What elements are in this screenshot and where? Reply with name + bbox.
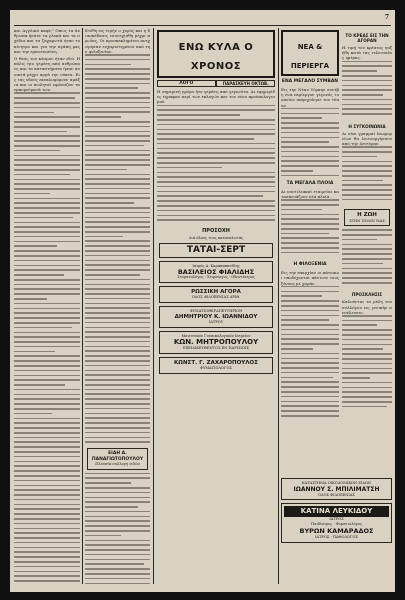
article-2-text: Αι ναυτιλιακαί εταιρείαι κατασκευάζουν νέα πλοία. bbox=[281, 188, 339, 200]
column-2 bbox=[85, 28, 150, 584]
text-lines bbox=[281, 286, 339, 426]
lekidou-sub: Παιδίατρος - Φυματιολόγος bbox=[311, 521, 362, 526]
zacharopoulos-name: ΚΩΝΣΤ. Γ. ΖΑΧΑΡΟΠΟΥΛΟΣ bbox=[174, 359, 258, 366]
col5-article-1-text: Η τιμή του κρέατος ηυξήθη κατά τας τελευταίας ημέρας. bbox=[342, 45, 392, 61]
serial-title-banner bbox=[157, 30, 275, 78]
column-rule bbox=[153, 28, 154, 584]
text-lines bbox=[342, 61, 392, 121]
column-2-body: Ετέθη εις τιμήν ο χορός και η διασκέδασις εσυνεχίσθη μέχρι πρωΐας. Οι προσκεκλημένοι ανεχώρησαν ευχαριστημένοι από την φιλοξενίαν. bbox=[85, 28, 150, 54]
text-lines bbox=[281, 199, 339, 259]
lekidou-ad bbox=[281, 503, 392, 543]
bilimatsi-ad bbox=[281, 478, 392, 500]
page-number: 7 bbox=[384, 14, 389, 21]
ioannidou-role: ΙΑΤΡΟΥ bbox=[208, 320, 224, 325]
ioannidou-ad bbox=[159, 306, 273, 328]
article-1-heading: ΕΝΑ ΜΕΓΑΛΟ ΣΥΜΒΑΝ bbox=[281, 79, 339, 84]
kamaradou-role: ΙΑΤΡΟΣ - ΠΑΘΟΛΟΓΟΣ bbox=[315, 535, 358, 540]
bottom-ads bbox=[281, 478, 392, 546]
text-lines bbox=[85, 473, 150, 584]
text-lines bbox=[342, 146, 392, 206]
zacharopoulos-role: ΦΥΜΑΤΙΟΛΟΓΟΣ bbox=[200, 366, 232, 371]
section-title: ΝΕΑ & ΠΕΡΙΕΡΓΑ bbox=[290, 43, 330, 70]
article-3-heading: Η ΦΙΛΟΞΕΝΙΑ bbox=[293, 262, 327, 268]
mitropoulou-name: ΚΩΝ. ΜΗΤΡΟΠΟΥΛΟΥ bbox=[173, 338, 259, 347]
ioannidou-top: ΦΥΜΑΤΙΟΘΕΡΑΠΕΥΤΗΡΙΟΝ bbox=[189, 308, 243, 313]
shop-ad-text: Πλουσία συλλογή ειδών bbox=[95, 462, 140, 467]
section-title-banner bbox=[281, 30, 339, 76]
left-column-body: Ο Θεός του κόσμου ήταν εδώ. Η πόλις ήτο γεμάτη από ανθρώπους και τα καταστήματα ήσαν ανοικτά μέχρι αργά την νύκτα. Εις τας οδούς εκυκλοφόρουν αμάξια και οι πωληταί εφώναζαν τα εμπορεύματά των. bbox=[14, 56, 80, 93]
serial-sub-left: ΛΟΓΟ bbox=[157, 80, 216, 87]
notice-heading: ΠΡΟΣΟΧΗ bbox=[202, 227, 230, 234]
agora-title: ΡΩΣΣΙΚΗ ΑΓΟΡΑ bbox=[191, 288, 241, 295]
agora-ad bbox=[159, 286, 273, 303]
serial-subheader bbox=[157, 80, 275, 87]
serial-sub-right: ΠΑΡΑΣΚΕΥΗ ΟΚΤΩΒ. bbox=[216, 80, 275, 87]
lekidou-role: ΙΑΤΡΟΣ bbox=[329, 517, 344, 522]
text-lines bbox=[14, 92, 80, 584]
column-3-body: Η σημερινή ημέρα ήτο γεμάτη από γεγονότα. Αι εφημερίδες έγραφαν περί των εκλογών και του νέου προϋπολογισμού. bbox=[157, 89, 275, 105]
left-column-intro: και Αγγλικό καφέ;" Οπως τα άνθρωπα ήσανε τα γλυκά και τα σχέδια και τα ζαχαρωτά ήταν το κίνητρο και για την αγάπη μας και την εμπιστοσύνη. bbox=[14, 28, 80, 54]
article-3-text: Εις την επαρχίαν οι κάτοικοι υποδέχονται πάντοτε τους ξένους με χαράν. bbox=[281, 270, 339, 286]
fialidis-sub: Στοματολόγος - Χειρούργος - Οδοντίατρος bbox=[177, 275, 255, 280]
lekidou-name: ΚΑΤΙΝΑ ΛΕΥΚΙΔΟΥ bbox=[284, 506, 389, 517]
col5-article-3-heading: ΠΡΟΣΚΛΗΣΙΣ bbox=[351, 292, 383, 298]
notice-text: Διά όλους τους καταναλωτάς bbox=[188, 235, 244, 240]
page-top-rule bbox=[14, 25, 391, 26]
col5-article-2-heading: Η ΣΥΓΚΟΙΝΩΝΙΑ bbox=[348, 123, 386, 129]
text-lines bbox=[342, 229, 392, 289]
col5-article-3-text: Καλούνται τα μέλη του συλλόγου εις γενικήν συνέλευσιν. bbox=[342, 299, 392, 315]
text-lines bbox=[281, 108, 339, 178]
bilimatsi-name: ΙΩΑΝΝΟΥ Σ. ΜΠΙΛΙΜΑΤΣΗ bbox=[293, 485, 380, 493]
newspaper-page bbox=[10, 10, 395, 592]
agora-sub: ΟΔΟΣ ΦΙΛΟΞΕΝΙΑΣ ΑΡΙΘ. bbox=[191, 295, 241, 300]
zoi-title: Η ΖΩΗ bbox=[357, 212, 377, 219]
tattersall-ad bbox=[159, 243, 273, 258]
text-lines bbox=[85, 54, 150, 444]
article-2-heading: ΤΑ ΜΕΓΑΛΑ ΠΛΟΙΑ bbox=[286, 180, 334, 186]
mitropoulou-ad bbox=[159, 331, 273, 354]
text-lines bbox=[157, 105, 275, 225]
zoi-sub: ΣΤΗΝ ΠΟΛΙΝ ΜΑΣ bbox=[349, 218, 385, 223]
mitropoulou-sub: ΕΞΕΙΔΙΚΕΥΘΕΝΤΟΣ ΕΝ ΠΑΡΙΣΙΟΙΣ bbox=[183, 346, 249, 351]
ioannidou-name: ΔΗΜΗΤΡΙΟΥ Κ. ΙΩΑΝΝΙΔΟΥ bbox=[174, 313, 258, 320]
fialidis-name: ΒΑΣΙΛΕΙΟΣ ΦΙΑΛΙΔΗΣ bbox=[177, 267, 255, 276]
left-column bbox=[14, 28, 80, 584]
col5-article-1-heading: ΤΟ ΚΡΕΑΣ ΕΙΣ ΤΗΝ ΑΓΟΡΑΝ bbox=[345, 33, 389, 43]
shop-ad-heading: ΕΙΔΗ Δ. ΠΑΝΑΓΙΩΤΟΠΟΥΛΟΥ bbox=[91, 451, 144, 462]
tattersall-title: ΤΑΤΑΙ-ΣΕΡΤ bbox=[186, 245, 246, 256]
mitropoulou-top: Μαιευτικόν Γυναικολογικόν Ιατρείον bbox=[181, 333, 251, 338]
bilimatsi-sub: ΟΔΟΣ ΦΙΛΟΞΕΝΙΑΣ bbox=[318, 492, 355, 497]
article-1-text: Εις την Νέαν Υόρκην συνέβη ένα περίεργον γεγονός το οποίον απησχόλησε τον τύπον. bbox=[281, 87, 339, 108]
fialidis-top: Ιατρός Α. Καραπαπανίδης bbox=[192, 264, 240, 269]
fialidis-ad bbox=[159, 261, 273, 283]
zoi-box bbox=[344, 209, 390, 226]
column-rule bbox=[82, 28, 83, 584]
serial-title: ΕΝΩ ΚΥΛΑ Ο ΧΡΟΝΟΣ bbox=[178, 42, 254, 72]
col5-article-2-text: Αι νέαι γραμμαί λεωφορείων θα λειτουργήσουν από την Δευτέραν. bbox=[342, 130, 392, 147]
column-3 bbox=[157, 30, 275, 584]
shop-ad-box bbox=[87, 448, 148, 470]
bilimatsi-top: ΚΑΤΑΣΤΗΜΑ ΟΙΚΟΔΟΜΙΚΩΝ ΕΙΔΩΝ bbox=[301, 481, 372, 485]
column-rule bbox=[278, 28, 279, 584]
zacharopoulos-ad bbox=[159, 357, 273, 374]
text-lines bbox=[342, 315, 392, 415]
kamaradou-name: ΒΥΡΩΝ ΚΑΜΑΡΑΔΟΣ bbox=[299, 527, 374, 536]
